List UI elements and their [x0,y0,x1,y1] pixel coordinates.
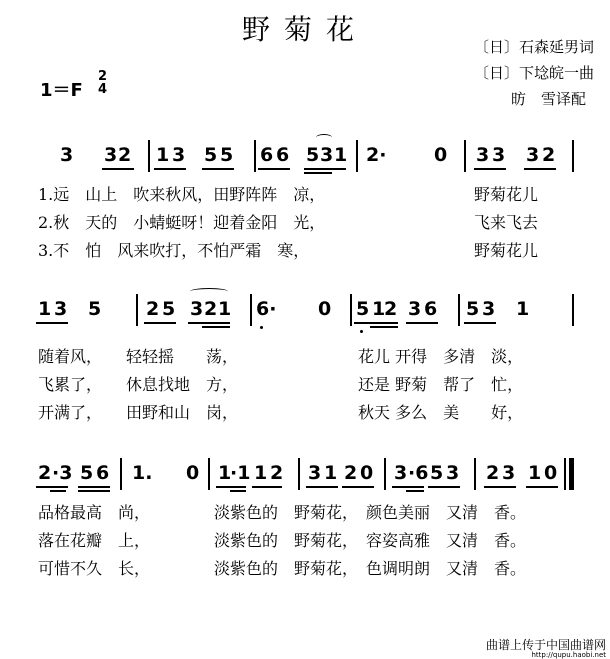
bar-line [564,458,566,490]
beam-underline [252,486,282,488]
note: 5 [306,144,320,166]
note: 5 [204,144,218,166]
lyric-1-1: 1.远 山上 吹来秋风，田野阵阵 凉， [38,185,326,204]
time-bottom: 4 [98,82,108,97]
lyric-2-3: 开满了， 田野和山 岗， [38,403,239,422]
note: 1 [324,462,338,484]
note: 3 [172,144,186,166]
lyric-1-3-end: 野菊花儿 [474,241,539,260]
bar-line [148,140,150,172]
note: 0 [360,462,374,484]
note: 2 [146,298,160,320]
beam-underline [50,490,66,492]
note: 6 [96,462,110,484]
note: 5 [356,298,370,320]
note: 5 [466,298,480,320]
note: 6 [260,144,274,166]
note: 1 [372,298,386,320]
lyric-2-3-end: 秋天 多么 美 好， [358,403,524,422]
bar-line [569,458,574,490]
note: 3 [190,298,204,320]
note: 2 [38,462,52,484]
beam-underline [202,168,234,170]
note: 3 [482,298,496,320]
score-line-3 [38,456,576,496]
beam-underline [202,326,230,328]
beam-underline [406,490,424,492]
lyric-3-1: 品格最高 尚， [38,503,151,522]
composer-credit: 〔日〕下埝皖一曲 [473,64,594,82]
lyric-1-2-end: 飞来飞去 [474,213,539,232]
note: 0 [434,144,448,166]
note: 0 [544,462,558,484]
beam-underline [392,486,424,488]
beam-underline [78,486,110,488]
note: 2 [118,144,132,166]
bar-line [208,458,210,490]
lyricist-credit: 〔日〕石森延男词 [473,38,594,56]
note: 3 [446,462,460,484]
beam-underline [102,168,134,170]
note: 3 [104,144,118,166]
lyric-1-3: 3.不 怕 风来吹打，不怕严霜 寒， [38,241,310,260]
note: 2· [366,144,387,166]
note: 3 [502,462,516,484]
note: 3 [60,144,74,166]
beam-underline [354,322,398,324]
slur [190,288,228,295]
beam-underline [36,322,68,324]
note: 2 [270,462,284,484]
note: 1 [334,144,348,166]
beam-underline [428,486,460,488]
bar-line [254,140,256,172]
note: 1 [38,298,52,320]
note: 2 [542,144,556,166]
lyric-2-2: 飞累了， 休息找地 方， [38,375,239,394]
note: 2 [344,462,358,484]
note: 1 [254,462,268,484]
beam-underline [304,168,346,170]
note: 0 [186,462,200,484]
octave-dot [260,326,263,329]
note: 6 [424,298,438,320]
bar-line [136,294,138,326]
beam-underline [342,486,374,488]
note: 3 [394,462,408,484]
note: 1 [218,462,232,484]
beam-underline [304,172,332,174]
note: 2 [384,298,398,320]
note: 5 [88,298,102,320]
note: 3 [408,298,422,320]
note: 0 [318,298,332,320]
lyric-3-1-end: 淡紫色的 野菊花， 颜色美丽 又清 香。 [214,503,527,522]
lyric-3-2: 落在花瓣 上， [38,531,151,550]
note: ·6 [408,462,429,484]
beam-underline [464,322,496,324]
note: ·1 [230,462,251,484]
bar-line [350,294,352,326]
note: 1. [132,462,153,484]
note: ·3 [52,462,73,484]
lyric-3-3: 可惜不久 长， [38,559,151,578]
lyric-1-1-end: 野菊花儿 [474,185,539,204]
lyric-2-1: 随着风， 轻轻摇 荡， [38,347,239,366]
beam-underline [306,486,338,488]
lyric-3-3-end: 淡紫色的 野菊花， 色调明朗 又清 香。 [214,559,527,578]
note: 5 [220,144,234,166]
score-line-2 [38,292,576,332]
note: 1 [156,144,170,166]
note: 3 [476,144,490,166]
time-top: 2 [98,69,108,84]
note: 6 [276,144,290,166]
beam-underline [474,168,506,170]
lyric-2-1-end: 花儿 开得 多清 淡， [358,347,524,366]
note: 3 [320,144,334,166]
bar-line [120,458,122,490]
note: 1 [528,462,542,484]
score-line-1 [38,138,576,178]
slur [316,134,332,141]
bar-line [572,294,574,326]
note: 5 [80,462,94,484]
lyric-3-2-end: 淡紫色的 野菊花， 容姿高雅 又清 香。 [214,531,527,550]
time-signature [98,70,107,96]
note: 6· [256,298,277,320]
lyric-1-2: 2.秋 天的 小蜻蜓呀！迎着金阳 光， [38,213,326,232]
translator-credit: 昉 雪译配 [510,90,586,108]
note: 3 [308,462,322,484]
beam-underline [526,486,558,488]
note: 5 [162,298,176,320]
bar-line [572,140,574,172]
octave-dot [360,330,363,333]
bar-line [464,140,466,172]
bar-line [298,458,300,490]
bar-line [384,458,386,490]
note: 3 [526,144,540,166]
beam-underline [36,486,68,488]
beam-underline [188,322,230,324]
site-watermark: 曲谱上传于中国曲谱网 [485,638,606,652]
bar-line [356,140,358,172]
beam-underline [258,168,290,170]
song-title: 野菊花 [241,13,368,46]
note: 5 [430,462,444,484]
lyric-2-2-end: 还是 野菊 帮了 忙， [358,375,524,394]
beam-underline [144,322,176,324]
note: 1 [218,298,232,320]
bar-line [250,294,252,326]
bar-line [474,458,476,490]
bar-line [458,294,460,326]
beam-underline [524,168,556,170]
beam-underline [484,486,516,488]
beam-underline [370,326,398,328]
note: 1 [516,298,530,320]
note: 2 [204,298,218,320]
note: 2 [486,462,500,484]
note: 3 [492,144,506,166]
beam-underline [154,168,186,170]
beam-underline [216,486,246,488]
key-signature: 1＝F [40,80,83,101]
beam-underline [406,322,438,324]
site-url: http://qupu.haobi.net [531,651,606,659]
note: 3 [54,298,68,320]
beam-underline [78,490,110,492]
beam-underline [230,490,246,492]
